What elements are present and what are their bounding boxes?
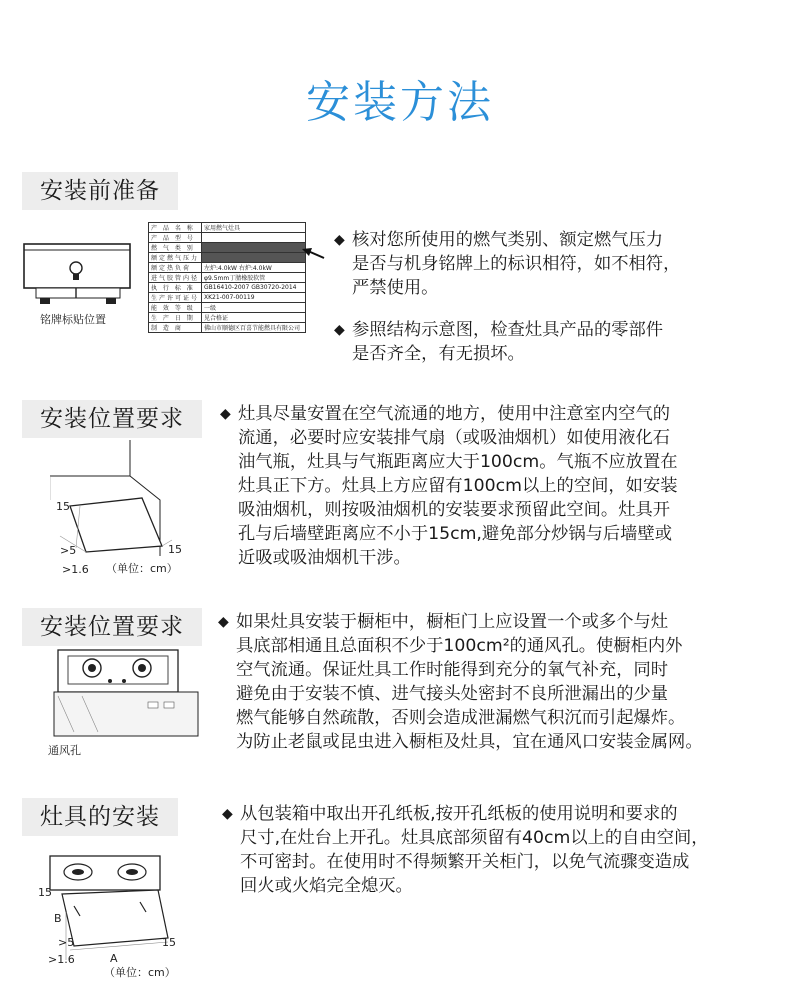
text-line: 严禁使用。 <box>352 278 439 298</box>
text-line: 是否与机身铭牌上的标识相符，如不相符， <box>352 254 681 274</box>
text-line: 空气流通。保证灶具工作时能得到充分的氧气补充，同时 <box>236 660 669 680</box>
nameplate-key: 额定燃气压力 <box>149 253 202 263</box>
nameplate-value: 左炉:4.0kW 右炉:4.0kW <box>202 263 306 273</box>
text-line: 参照结构示意图，检查灶具产品的零部件 <box>352 320 664 340</box>
nameplate-key: 生 产 日 期 <box>149 313 202 323</box>
diamond-bullet-icon: ◆ <box>222 806 233 822</box>
section-label-location: 安装位置要求 <box>22 400 202 438</box>
section-label-preparation: 安装前准备 <box>22 172 178 210</box>
nameplate-key: 执 行 标 准 <box>149 283 202 293</box>
dim-label: 15 <box>56 500 70 513</box>
text-line: 不可密封。在使用时不得频繁开关柜门，以免气流骤变造成 <box>240 852 690 872</box>
text-line: 回火或火焰完全熄灭。 <box>240 876 413 896</box>
cabinet-paragraph <box>218 610 781 754</box>
unit-caption: （单位：cm） <box>106 562 178 575</box>
nameplate-value: 佛山市顺德区百喜节能燃具有限公司 <box>202 323 306 333</box>
text-line: 油气瓶，灶具与气瓶距离应大于100cm。气瓶不应放置在 <box>238 452 678 472</box>
diamond-bullet-icon: ◆ <box>334 232 345 248</box>
text-line: 灶具正下方。灶具上方应留有100cm以上的空间，如安装 <box>238 476 678 496</box>
vent-hole-caption: 通风孔 <box>48 744 81 757</box>
nameplate-value: 见合格证 <box>202 313 306 323</box>
dim-label: >5 <box>58 936 75 949</box>
dim-label: A <box>110 952 118 965</box>
dim-label: 15 <box>38 886 52 899</box>
text-line: 灶具尽量安置在空气流通的地方，使用中注意室内空气的 <box>238 404 671 424</box>
dim-label: B <box>54 912 62 925</box>
dim-label: 15 <box>162 936 176 949</box>
text-line: 燃气能够自然疏散，否则会造成泄漏燃气积沉而引起爆炸。 <box>236 708 686 728</box>
page-title: 安装方法 <box>306 77 494 128</box>
text-line: 是否齐全，有无损坏。 <box>352 344 525 364</box>
location-paragraph <box>220 402 778 570</box>
prep-bullet-1 <box>334 228 772 300</box>
stove-install-paragraph <box>222 802 785 898</box>
nameplate-key: 产 品 名 称 <box>149 223 202 233</box>
nameplate-row <box>149 313 306 323</box>
cabinet-stove-illustration <box>52 648 202 740</box>
nameplate-table <box>148 222 306 333</box>
nameplate-key: 额定热负荷 <box>149 263 202 273</box>
dim-label: >5 <box>60 544 77 557</box>
text-line: 核对您所使用的燃气类别、额定燃气压力 <box>352 230 664 250</box>
text-line: 具底部相通且总面积不少于100cm²的通风孔。使橱柜内外 <box>236 636 683 656</box>
nameplate-key: 生产许可证号 <box>149 293 202 303</box>
diamond-bullet-icon: ◆ <box>220 406 231 422</box>
nameplate-row <box>149 303 306 313</box>
nameplate-key: 能 效 等 级 <box>149 303 202 313</box>
nameplate-value: XK21-007-00119 <box>202 293 306 303</box>
text-line: 从包装箱中取出开孔纸板,按开孔纸板的使用说明和要求的 <box>240 804 678 824</box>
nameplate-value-redacted <box>202 253 306 263</box>
section-label-stove-install: 灶具的安装 <box>22 798 178 836</box>
nameplate-row <box>149 253 306 263</box>
diamond-bullet-icon: ◆ <box>334 322 345 338</box>
unit-caption: （单位：cm） <box>104 966 176 979</box>
nameplate-key: 燃 气 类 别 <box>149 243 202 253</box>
nameplate-row <box>149 283 306 293</box>
nameplate-row <box>149 293 306 303</box>
nameplate-position-caption: 铭牌标贴位置 <box>40 313 106 326</box>
text-line: 如果灶具安装于橱柜中，橱柜门上应设置一个或多个与灶 <box>236 612 669 632</box>
nameplate-row <box>149 273 306 283</box>
nameplate-row <box>149 223 306 233</box>
text-line: 流通，必要时应安装排气扇（或吸油烟机）如使用液化石 <box>238 428 671 448</box>
nameplate-value <box>202 233 306 243</box>
text-line: 吸油烟机，则按吸油烟机的安装要求预留此空间。灶具开 <box>238 500 671 520</box>
dim-label: >1.6 <box>48 953 75 966</box>
text-line: 孔与后墙壁距离应不小于15cm,避免部分炒锅与后墙壁或 <box>238 524 673 544</box>
nameplate-value: φ9.5mm丁腈橡胶软管 <box>202 273 306 283</box>
diamond-bullet-icon: ◆ <box>218 614 229 630</box>
nameplate-value: 家用燃气灶具 <box>202 223 306 233</box>
text-line: 尺寸,在灶台上开孔。灶具底部须留有40cm以上的自由空间， <box>240 828 709 848</box>
text-line: 为防止老鼠或昆虫进入橱柜及灶具，宜在通风口安装金属网。 <box>236 732 703 752</box>
section-label-cabinet: 安装位置要求 <box>22 608 202 646</box>
dim-label: >1.6 <box>62 563 89 576</box>
nameplate-key: 制 造 商 <box>149 323 202 333</box>
nameplate-row <box>149 323 306 333</box>
text-line: 近吸或吸油烟机干涉。 <box>238 548 411 568</box>
prep-bullet-2 <box>334 318 772 366</box>
pointer-arrow-icon <box>300 246 326 264</box>
nameplate-value: GB16410-2007 GB30720-2014 <box>202 283 306 293</box>
nameplate-key: 产 品 型 号 <box>149 233 202 243</box>
location-diagram <box>50 440 200 580</box>
text-line: 避免由于安装不慎、进气接头处密封不良所泄漏出的少量 <box>236 684 669 704</box>
nameplate-row <box>149 263 306 273</box>
nameplate-value-redacted <box>202 243 306 253</box>
stove-front-illustration <box>22 240 134 308</box>
nameplate-key: 进气胶管内径 <box>149 273 202 283</box>
nameplate-row <box>149 243 306 253</box>
nameplate-row <box>149 233 306 243</box>
nameplate-value: 一级 <box>202 303 306 313</box>
dim-label: 15 <box>168 543 182 556</box>
